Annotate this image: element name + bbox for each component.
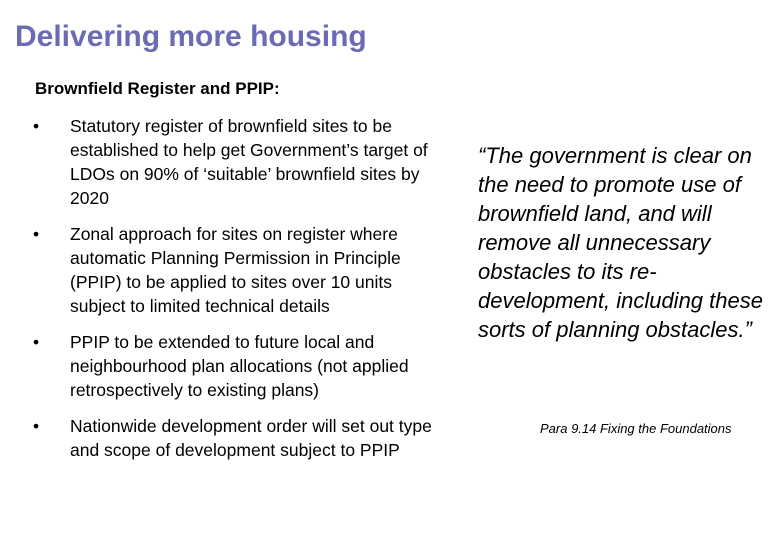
bullet-text: PPIP to be extended to future local and neighbourhood plan allocations (not applied retrospectively to existing plans) (70, 332, 409, 400)
bullet-item (33, 414, 433, 462)
slide-title: Delivering more housing (15, 20, 367, 53)
bullet-text: Nationwide development order will set out type and scope of development subject to PPIP (70, 416, 432, 460)
bullet-marker: • (33, 224, 40, 244)
bullet-item (33, 222, 433, 318)
section-heading: Brownfield Register and PPIP: (35, 79, 280, 98)
bullet-marker: • (33, 332, 40, 352)
bullet-marker: • (33, 416, 40, 436)
bullet-list (33, 114, 433, 462)
bullet-item (33, 330, 433, 402)
bullet-text: Statutory register of brownfield sites to be established to help get Government’s target of LDOs on 90% of ‘suitable’ brownfield sites by 2020 (70, 116, 428, 208)
bullet-text: Zonal approach for sites on register where automatic Planning Permission in Principle (PPIP) to be applied to sites over 10 units subject to limited technical details (70, 224, 401, 316)
quote-source: Para 9.14 Fixing the Foundations (540, 421, 732, 436)
bullet-marker: • (33, 116, 40, 136)
pull-quote: “The government is clear on the need to promote use of brownfield land, and will remove all unnecessary obstacles to its re-development, including these sorts of planning obstacles.” (478, 143, 763, 342)
bullet-item (33, 114, 433, 210)
